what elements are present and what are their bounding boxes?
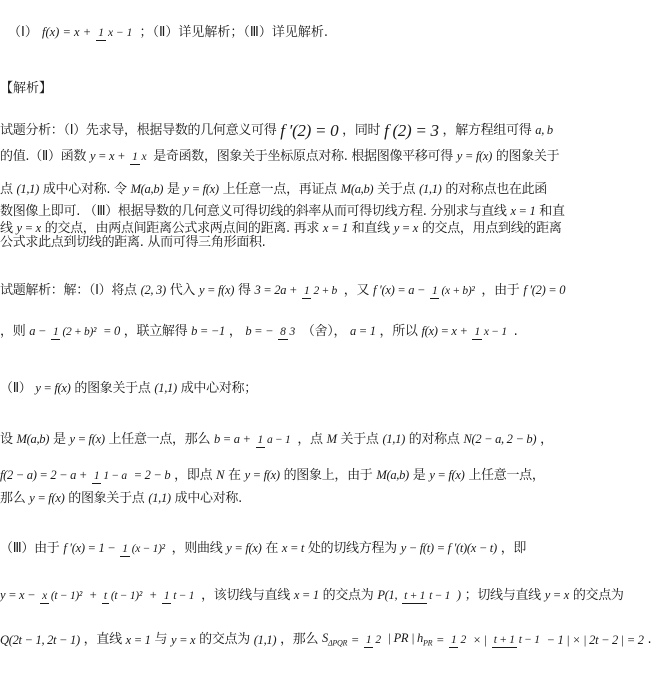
analysis-line-5: 线 y = x 的交点，由两点间距离公式求两点间的距离. 再求 x = 1 和直线 y = x 的交点，用点到线的距离 [0,221,562,236]
part2-line-1: （Ⅱ） y = f(x) 的图象关于点 (1,1) 成中心对称； [0,381,257,396]
fraction: 8 3 [280,326,295,338]
answer-line [8,26,328,39]
fraction: 1 2 [365,634,381,647]
answer-part1-fraction: 1 x − 1 [98,27,133,39]
fraction: t + 1 t − 1 [493,634,540,647]
part2-line-3: f(2 − a) = 2 − a + 1 1 − a = 2 − b ，即点 N 在 y = f(x) 的图象上，由于 M(a,b) 是 y = f(x) 上任意一点， [0,468,545,484]
part3-line-1: （Ⅲ）由于 f ′(x) = 1 − 1 (x − 1)² ，则曲线 y = f(x) 在 x = t 处的切线方程为 y − f(t) = f ′(t)(x − t) ，即 [0,541,527,557]
part2-line-2: 设 M(a,b) 是 y = f(x) 上任意一点，那么 b = a + 1 a − 1 ，点 M 关于点 (1,1) 的对称点 N(2 − a, 2 − b) ， [0,432,553,448]
analysis-line-2: 的值.（Ⅱ）函数 y = x + 1 x 是奇函数，图象关于坐标原点对称. 根据图像平移可得 y = f(x) 的图象关于 [0,149,560,165]
solution-line-2: ，则 a − 1 (2 + b)² = 0 ，联立解得 b = −1 ， b = − 8 3 （舍）， a = 1 ，所以 f(x) = x + 1 x − 1 . [0,324,518,340]
analysis-line-6: 公式求此点到切线的距离. 从而可得三角形面积. [0,235,266,250]
fraction: 1 x − 1 [474,326,507,338]
answer-part1-label: （Ⅰ） [8,25,38,41]
part3-line-3: Q(2t − 1, 2t − 1) ，直线 x = 1 与 y = x 的交点为 (1,1) ，那么 $S_{\Delta PQR} = 1$ 2 | PR | $h_{PR} = 1$ 2 × | t + 1 t − 1 − 1 | × | 2t − 2 | = 2 . [0,631,651,648]
eq-fprime-2: f ′(2) = 0 [280,121,339,140]
answer-rest: ；（Ⅱ）详见解析；（Ⅲ）详见解析. [139,25,329,41]
answer-part1-expr: f(x) = x + [41,25,92,40]
section-heading: 【解析】 [0,81,53,96]
fraction: 1 (x − 1)² [122,543,165,555]
analysis-line-1: 试题分析：（Ⅰ）先求导，根据导数的几何意义可得 f ′(2) = 0 ，同时 f (2) = 3 ，解方程组可得 a, b [0,121,553,140]
analysis-line-4: 数图像上即可. （Ⅲ）根据导数的几何意义可得切线的斜率从而可得切线方程. 分别求与直线 x = 1 和直 [0,204,565,219]
analysis-line-3: 点 (1,1) 成中心对称. 令 M(a,b) 是 y = f(x) 上任意一点，再证点 M(a,b) 关于点 (1,1) 的对称点也在此函 [0,182,547,197]
eq-f-2: f (2) = 3 [384,121,439,140]
fraction: 1 1 − a [93,470,127,482]
fraction: x (t − 1)² [42,590,83,602]
part2-line-4: 那么 y = f(x) 的图象关于点 (1,1) 成中心对称. [0,491,242,506]
solution-line-1: 试题解析：解：（Ⅰ）将点 (2, 3) 代入 y = f(x) 得 3 = 2a + 1 2 + b ，又 f ′(x) = a − 1 (x + b)² ，由于 f ′(2) = 0 [0,283,566,299]
fraction: 1 x [132,151,147,163]
fraction: 1 t − 1 [163,590,195,602]
fraction: t + 1 t − 1 [404,590,451,602]
fraction: 1 2 [451,634,466,647]
fraction: 1 a − 1 [257,434,291,446]
part3-line-2: y = x − x (t − 1)² + t (t − 1)² + 1 t − 1 ，该切线与直线 x = 1 的交点为 P(1, t + 1 t − 1 ) ；切线与直线 y = x 的交点为 [0,588,624,604]
fraction: 1 2 + b [303,285,337,297]
fraction: 1 (x + b)² [432,285,475,297]
fraction: 1 (2 + b)² [53,326,97,338]
fraction: t (t − 1)² [103,590,142,602]
